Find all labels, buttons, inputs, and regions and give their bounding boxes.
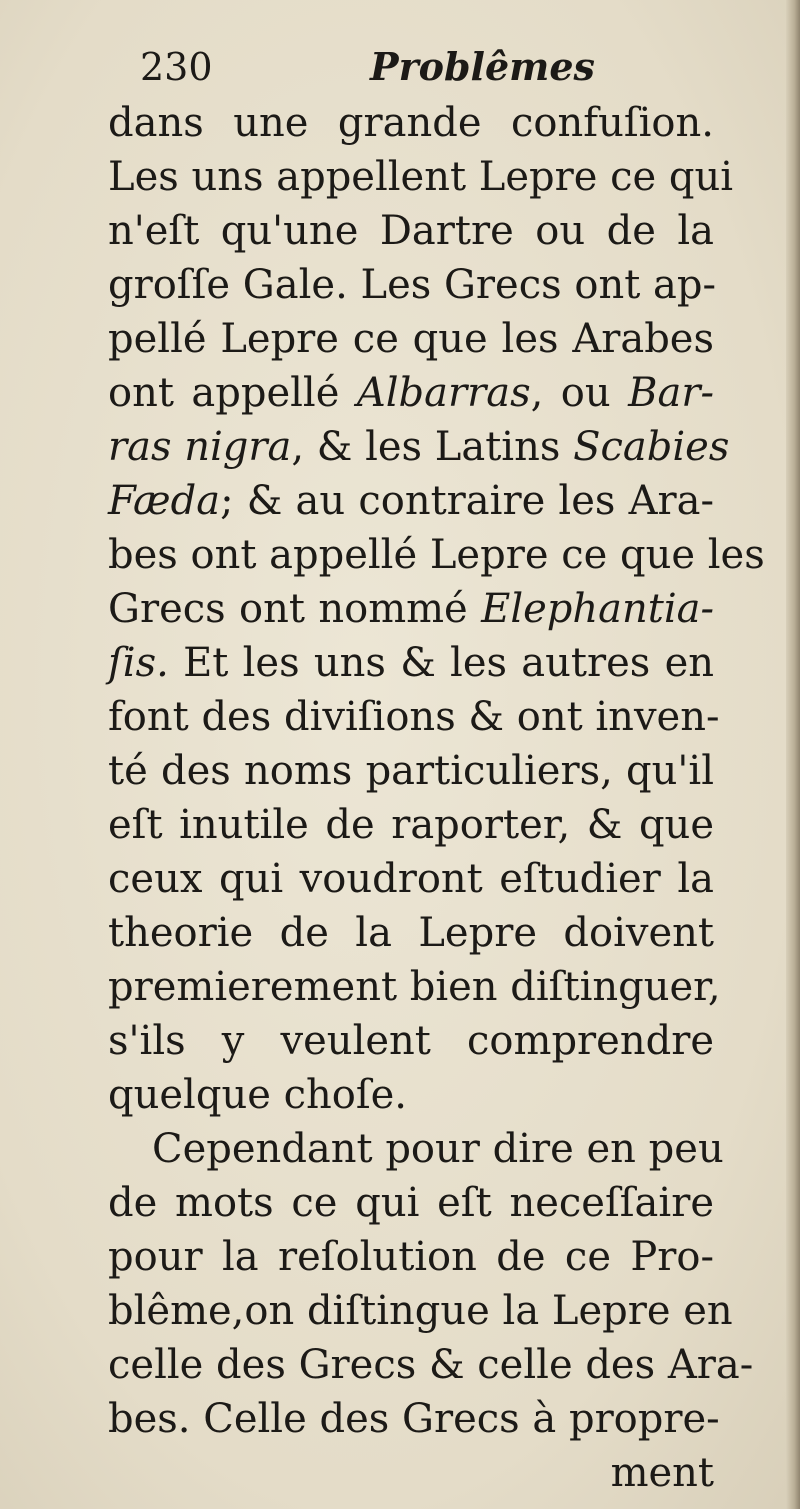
text-line: [108, 1392, 720, 1446]
text-segment: , ou: [530, 370, 629, 416]
text-line: [108, 366, 714, 420]
text-line: [108, 420, 730, 474]
italic-term: ras nigra: [108, 424, 292, 470]
text-segment: premierement bien diſtinguer,: [108, 964, 721, 1010]
text-line: [108, 1014, 714, 1068]
text-segment: Cependant pour dire en peu: [152, 1126, 724, 1172]
text-line: [108, 204, 714, 258]
text-segment: ont appellé: [108, 370, 357, 416]
text-line: [108, 1338, 754, 1392]
text-segment: , & les Latins: [291, 424, 574, 470]
italic-term: Fæda: [108, 478, 221, 524]
text-line: [108, 312, 714, 366]
text-line: [108, 636, 714, 690]
text-segment: s'ils y veulent comprendre: [108, 1018, 714, 1064]
running-title: Problêmes: [370, 44, 595, 89]
text-line: [108, 852, 714, 906]
text-line: [108, 744, 714, 798]
text-segment: groſſe Gale. Les Grecs ont ap-: [108, 262, 716, 308]
text-line: [108, 960, 721, 1014]
text-segment: de mots ce qui eſt neceſſaire: [108, 1180, 714, 1226]
text-segment: n'eſt qu'une Dartre ou de la: [108, 208, 714, 254]
body-text: [108, 96, 765, 1500]
text-segment: pellé Lepre ce que les Arabes: [108, 316, 714, 362]
italic-term: ſis.: [108, 640, 169, 686]
text-segment: Grecs ont nommé: [108, 586, 482, 632]
text-segment: dans une grande confuſion.: [108, 100, 714, 146]
text-segment: font des diviſions & ont inven-: [108, 694, 720, 740]
text-line: [108, 798, 714, 852]
text-segment: té des noms particuliers, qu'il: [108, 748, 714, 794]
page-header: [140, 40, 700, 94]
text-segment: bes. Celle des Grecs à propre-: [108, 1396, 720, 1442]
text-line: [108, 1122, 724, 1176]
text-line: [108, 96, 714, 150]
text-line: [108, 258, 714, 312]
page-number: 230: [140, 45, 213, 89]
text-segment: bes ont appellé Lepre ce que les: [108, 532, 765, 578]
text-line: [108, 582, 714, 636]
text-line: [108, 474, 714, 528]
text-line: [108, 1446, 714, 1500]
text-line: [108, 528, 765, 582]
text-segment: pour la reſolution de ce Pro-: [108, 1234, 714, 1280]
text-segment: ceux qui voudront eſtudier la: [108, 856, 714, 902]
text-segment: ment: [610, 1450, 714, 1496]
text-segment: quelque choſe.: [108, 1072, 408, 1118]
italic-term: Elephantia-: [481, 586, 714, 632]
text-segment: eſt inutile de raporter, & que: [108, 802, 714, 848]
text-line: [108, 1284, 733, 1338]
italic-term: Bar-: [628, 370, 714, 416]
italic-term: Scabies: [573, 424, 730, 470]
text-segment: theorie de la Lepre doivent: [108, 910, 714, 956]
text-segment: blême,on diſtingue la Lepre en: [108, 1288, 733, 1334]
page-edge: [786, 0, 800, 1509]
text-line: [108, 906, 714, 960]
text-line: [108, 1230, 714, 1284]
text-segment: celle des Grecs & celle des Ara-: [108, 1342, 754, 1388]
text-segment: ; & au contraire les Ara-: [220, 478, 714, 524]
text-segment: Les uns appellent Lepre ce qui: [108, 154, 734, 200]
text-line: [108, 690, 720, 744]
text-segment: Et les uns & les autres en: [168, 640, 714, 686]
text-line: [108, 150, 734, 204]
text-line: [108, 1176, 714, 1230]
text-line: [108, 1068, 714, 1122]
italic-term: Albarras: [356, 370, 531, 416]
